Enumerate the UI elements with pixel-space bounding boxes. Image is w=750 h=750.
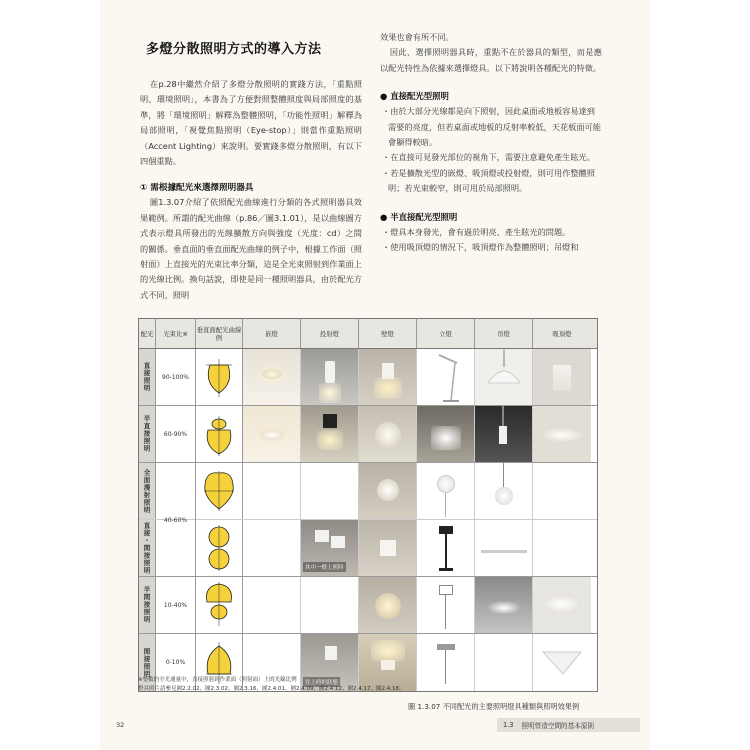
photo-spotlight bbox=[301, 520, 359, 576]
photo-ceiling-lamp bbox=[533, 463, 591, 519]
distribution-curve bbox=[196, 406, 243, 462]
photo-caption: 其中一燈上照時 bbox=[303, 562, 346, 572]
right-paragraph-1: 效果也會有所不同。 bbox=[380, 32, 454, 42]
photo-floor-lamp bbox=[417, 349, 475, 405]
photo-caption: 往上時的狀態 bbox=[303, 677, 340, 687]
row-label: 間接照明 bbox=[139, 634, 156, 691]
distribution-curve bbox=[196, 463, 243, 519]
table-row bbox=[139, 577, 597, 634]
photo-downlight bbox=[243, 463, 301, 519]
note-line: 燈具照片請參見圖2.2.02、圖2.3.02、圖2.3.16、圖2.4.01、圖2.4.09、圖2.4.12、圖2.4.17、圖2.4.18。 bbox=[138, 686, 405, 692]
header-cell: 配光 bbox=[139, 319, 156, 348]
photo-ceiling-lamp bbox=[533, 520, 591, 576]
distribution-table bbox=[138, 318, 598, 692]
table-row bbox=[139, 406, 597, 463]
photo-downlight bbox=[243, 577, 301, 633]
table-row bbox=[139, 516, 597, 577]
running-footer bbox=[497, 718, 640, 732]
row-label: 全面漫射照明 bbox=[139, 463, 156, 519]
header-cell: 嵌燈 bbox=[243, 319, 301, 348]
photo-downlight bbox=[243, 349, 301, 405]
header-cell: 垂直面配光曲線例 bbox=[196, 319, 243, 348]
table-header bbox=[139, 319, 597, 349]
distribution-curve bbox=[196, 520, 243, 576]
table-row bbox=[139, 349, 597, 406]
row-label: 半間接照明 bbox=[139, 577, 156, 633]
photo-wall-lamp bbox=[359, 520, 417, 576]
figure-caption: 圖 1.3.07 不同配光的主要照明燈具種類與照明效果例 bbox=[408, 702, 580, 711]
row-ratio: 40-60% bbox=[156, 463, 196, 577]
photo-wall-lamp bbox=[359, 577, 417, 633]
row-ratio: 90-100% bbox=[156, 349, 196, 405]
table-notes bbox=[138, 676, 598, 694]
row-ratio: 60-90% bbox=[156, 406, 196, 462]
photo-ceiling-lamp bbox=[533, 577, 591, 633]
photo-pendant bbox=[475, 349, 533, 405]
photo-floor-lamp bbox=[417, 520, 475, 576]
header-cell: 投射燈 bbox=[301, 319, 359, 348]
photo-spotlight bbox=[301, 406, 359, 462]
row-label: 直接・間接照明 bbox=[139, 520, 156, 576]
header-cell: 吊燈 bbox=[475, 319, 533, 348]
semi-direct-heading: ● 半直接配光型照明 bbox=[380, 211, 458, 222]
header-cell: 吸頂燈 bbox=[552, 329, 572, 338]
photo-floor-lamp bbox=[417, 577, 475, 633]
subsection-paragraph: 圖1.3.07介紹了依照配光曲線進行分類的各式照明器具效果範例。所謂的配光曲線（p.86／圖3.1.01），是以曲線圖方式表示燈具所發出的光線擴散方向與強度（光度：cd）之間的關係。垂直面的垂直面配光曲線的例子中，根據工作面（照射面）上直接光的光束比率分類，這是全光束照射到作業面上的光線比例。換句話說，即使是同一種照明器具，由於配光方式不同，照明 bbox=[140, 197, 362, 300]
photo-spotlight bbox=[301, 349, 359, 405]
photo-ceiling-lamp bbox=[533, 406, 591, 462]
note-line: ※整數的全光通量中，直接照射到作業面（照射面）上的光線比例 bbox=[138, 677, 297, 683]
photo-pendant bbox=[475, 463, 533, 519]
direct-bullet: ・ 若是擴散光型的嵌燈、吸頂燈或投射燈，則可用作整體照明；若光束較窄，則可用於局部照明。 bbox=[380, 166, 602, 197]
photo-pendant bbox=[475, 406, 533, 462]
photo-ceiling-lamp bbox=[533, 349, 591, 405]
row-label: 半直接照明 bbox=[139, 406, 156, 462]
row-label: 直接照明 bbox=[139, 349, 156, 405]
direct-heading: ● 直接配光型照明 bbox=[380, 91, 449, 102]
photo-downlight bbox=[243, 520, 301, 576]
right-paragraph-2: 因此，選擇照明器具時，重點不在於器具的類型，而是應以配光特性為依據來選擇燈具。以下將說明各種配光的特徵。 bbox=[380, 47, 602, 73]
photo-spotlight bbox=[301, 463, 359, 519]
left-column bbox=[140, 30, 362, 303]
semi-direct-bullet: ・ 使用吸頂燈的情況下，吸頂燈作為整體照明；吊燈和 bbox=[380, 240, 602, 255]
row-ratio: 10-40% bbox=[156, 577, 196, 633]
right-column bbox=[380, 30, 602, 255]
photo-wall-lamp bbox=[359, 406, 417, 462]
direct-bullet: ・ 由於大部分光線都是向下照射，因此桌面或地板容易達到需要的亮度，但若桌面或地板的反射率較低，天花板面可能會顯得較暗。 bbox=[380, 104, 602, 150]
footer-section: 1.3 bbox=[503, 721, 514, 729]
photo-wall-lamp bbox=[359, 349, 417, 405]
photo-floor-lamp bbox=[417, 406, 475, 462]
header-cell: 壁燈 bbox=[359, 319, 417, 348]
semi-direct-bullet: ・ 燈具本身發光，會有過於明亮、產生眩光的問題。 bbox=[380, 225, 602, 240]
row-ratio: 0-10% bbox=[156, 634, 196, 691]
photo-spotlight bbox=[301, 577, 359, 633]
distribution-curve bbox=[196, 349, 243, 405]
page-number: 32 bbox=[116, 721, 125, 729]
direct-bullet: ・ 在直接可見發光部位的視角下，需要注意避免產生眩光。 bbox=[380, 150, 602, 165]
photo-floor-lamp bbox=[417, 463, 475, 519]
photo-pendant bbox=[475, 520, 533, 576]
subsection-heading: ① 需根據配光來選擇照明器具 bbox=[140, 183, 254, 194]
photo-wall-lamp bbox=[359, 463, 417, 519]
table-row bbox=[139, 463, 597, 520]
header-cell: 立燈 bbox=[417, 319, 475, 348]
header-cell: 光束比※ bbox=[156, 319, 196, 348]
footer-title: 照明營造空間的基本原則 bbox=[521, 722, 595, 730]
photo-downlight bbox=[243, 406, 301, 462]
intro-paragraph: 在p.28中繼然介紹了多燈分散照明的實踐方法，「重點照明、環境照明」，本書為了方便對照整體照度與局部照度的基準，將「環境照明」解釋為整體照明，「功能性照明」解釋為局部照明，「視覺焦點照明（Eye-stop）」則當作重點照明（Accent Lighting）來說明。要實踐多燈分散照明，有以下四個重點。 bbox=[140, 79, 362, 167]
distribution-curve bbox=[196, 577, 243, 633]
photo-pendant bbox=[475, 577, 533, 633]
section-title: 多燈分散照明方式的導入方法 bbox=[146, 42, 322, 57]
